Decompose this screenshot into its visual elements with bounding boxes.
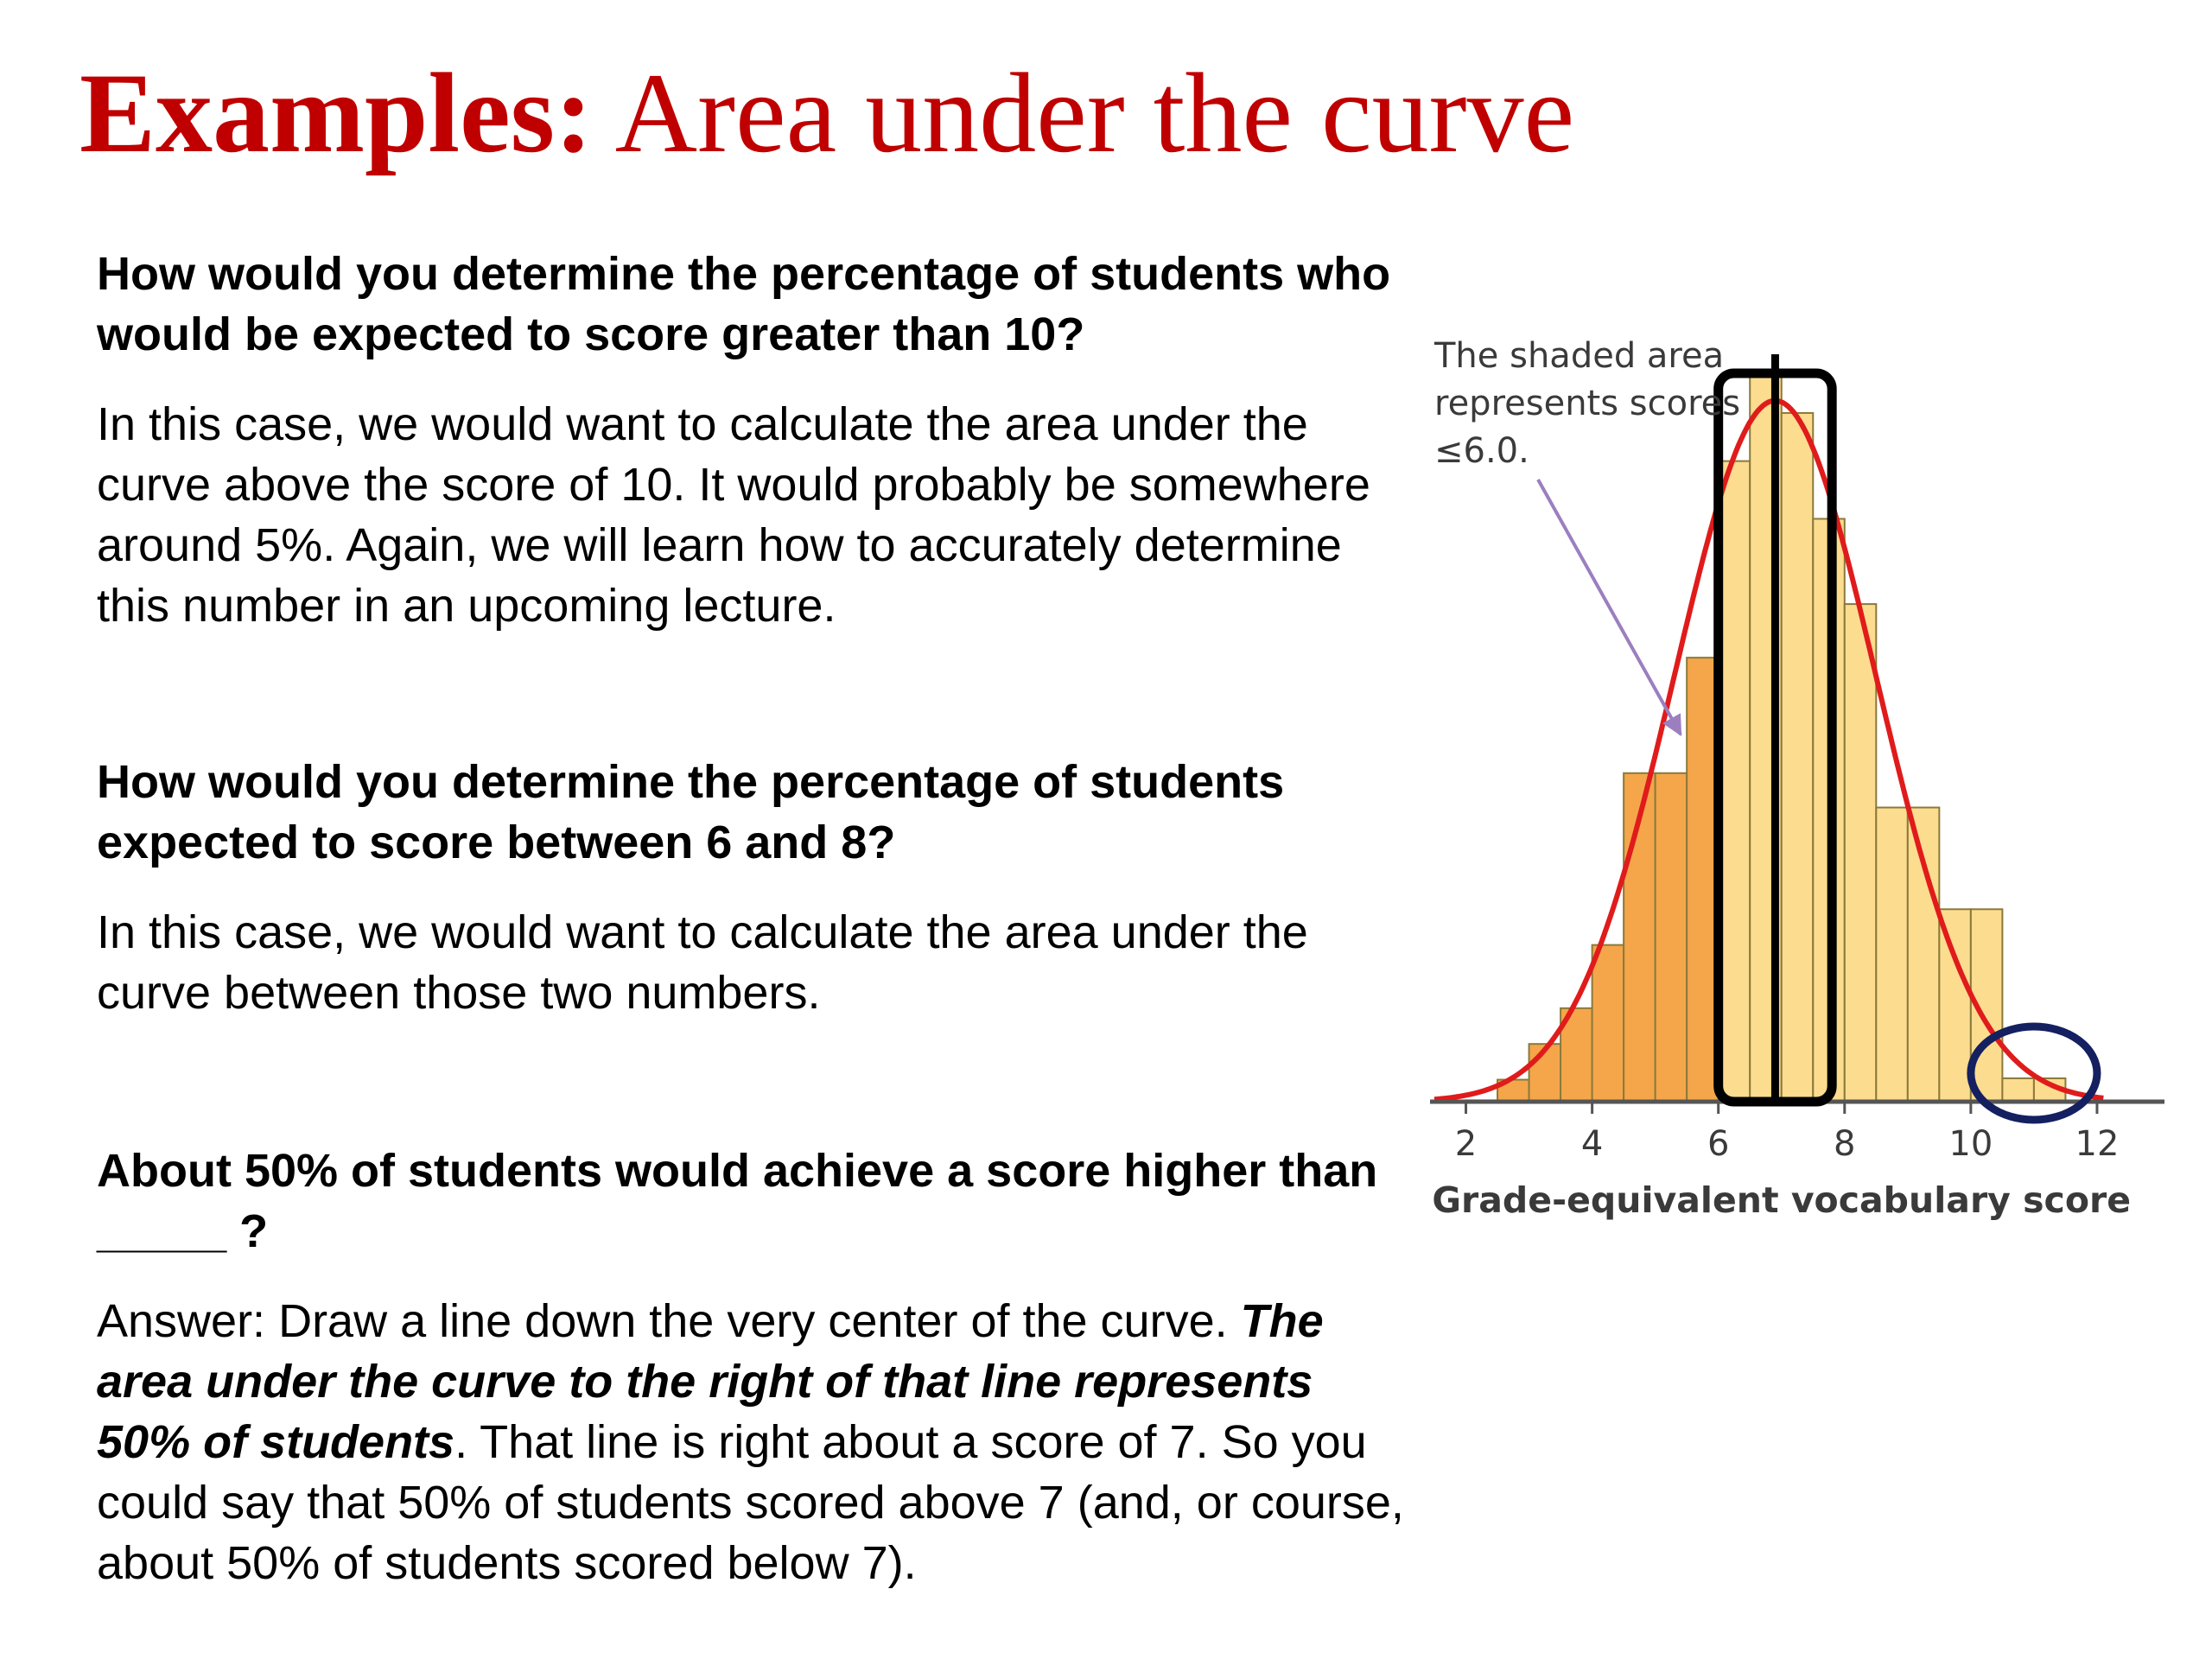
title-colon: : <box>555 49 594 176</box>
answer-3-part2: . That line is right about a score of 7. So you could say that 50% of students scored above 7 (and, or course, about 50% of students scored below 7). <box>97 1416 1404 1589</box>
histogram-bar-17 <box>2002 1078 2034 1102</box>
annotation-line-2: represents scores <box>1434 384 1741 423</box>
x-tick-label-2: 2 <box>1454 1124 1478 1164</box>
ticks-layer <box>1455 1102 2120 1164</box>
x-tick-label-12: 12 <box>2075 1124 2120 1164</box>
answer-3-part1: Answer: Draw a line down the very center of the curve. <box>97 1295 1241 1347</box>
bars-layer <box>1466 376 2066 1102</box>
x-axis-label: Grade-equivalent vocabulary score <box>1432 1179 2132 1221</box>
annotation-arrow <box>1538 480 1681 734</box>
annotation-line-1: The shaded area <box>1434 336 1725 376</box>
annotation-line-3: ≤6.0. <box>1434 431 1529 471</box>
histogram-bar-4 <box>1592 945 1624 1102</box>
answer-1: In this case, we would want to calculate the area under the curve above the score of 10. It would probably be somewhere around 5%. Again, we will learn how to accurately determine this number in an upcoming lecture. <box>97 398 1370 632</box>
answer-3 <box>97 1291 1419 1593</box>
histogram-bar-14 <box>1908 808 1940 1102</box>
question-2: How would you determine the percentage of students expected to score between 6 and 8? <box>97 756 1285 868</box>
question-block-2 <box>97 752 1419 1023</box>
question-3: About 50% of students would achieve a score higher than _____ ? <box>97 1145 1378 1257</box>
histogram-bar-10 <box>1782 413 1814 1102</box>
histogram-bar-15 <box>1939 909 1971 1102</box>
title-rest: Area under the curve <box>593 49 1575 176</box>
answer-2: In this case, we would want to calculate the area under the curve between those two numbers. <box>97 906 1308 1019</box>
histogram-bar-12 <box>1845 604 1877 1102</box>
answer-3-emphasis: The area under the curve to the right of that line represents 50% of students <box>97 1295 1324 1468</box>
x-tick-label-8: 8 <box>1834 1124 1856 1164</box>
title-strong: Examples <box>79 49 556 176</box>
histogram-bar-13 <box>1876 808 1908 1102</box>
question-block-3 <box>97 1141 1419 1593</box>
x-tick-label-10: 10 <box>1948 1124 1993 1164</box>
histogram-bar-6 <box>1656 773 1688 1102</box>
question-block-1 <box>97 244 1419 636</box>
histogram-chart <box>1417 320 2177 1236</box>
x-tick-label-4: 4 <box>1580 1124 1604 1164</box>
x-tick-label-6: 6 <box>1707 1124 1730 1164</box>
slide-title <box>79 49 1575 176</box>
question-1: How would you determine the percentage of students who would be expected to score greater than 10? <box>97 248 1391 360</box>
